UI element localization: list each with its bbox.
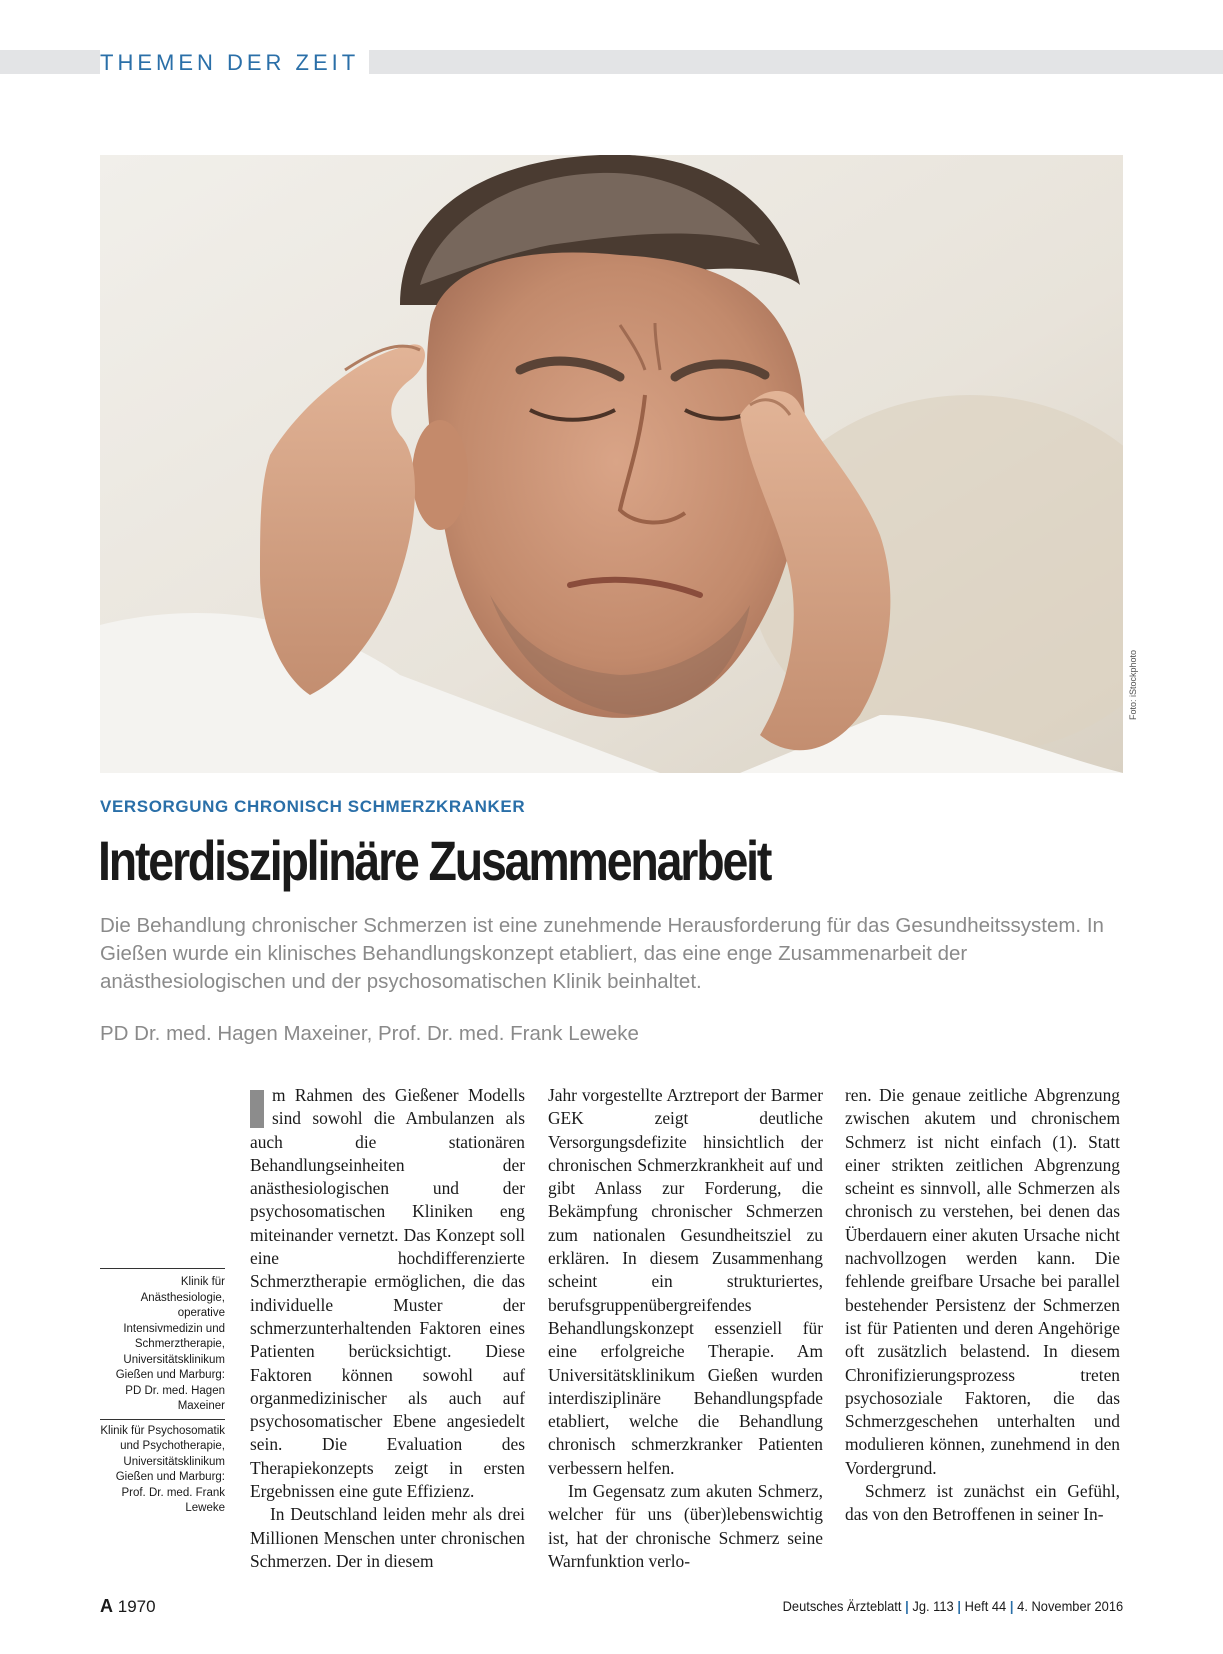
text-column-3	[845, 1084, 1120, 1527]
affiliation-2: Klinik für Psychosomatik und Psychotherapie, Universitätsklinikum Gießen und Marburg: Prof. Dr. med. Frank Leweke	[100, 1419, 225, 1517]
text-column-1	[250, 1084, 525, 1573]
dropcap-bar	[250, 1090, 264, 1128]
journal-issue: Heft 44	[964, 1598, 1007, 1614]
article-lead: Die Behandlung chronischer Schmerzen ist eine zunehmende Herausforderung für das Gesundheitssystem. In Gießen wurde ein klinisches Behandlungskonzept etabliert, das eine enge Zusammenarbeit der anästhesiologischen und der psychosomatischen Klinik beinhaltet.	[100, 914, 1104, 993]
affiliation-1: Klinik für Anästhesiologie, operative Intensivmedizin und Schmerztherapie, Universitätsklinikum Gießen und Marburg: PD Dr. med. Hagen Maxeiner	[115, 1276, 225, 1412]
paragraph: Schmerz ist zunächst ein Gefühl, das von den Betroffenen in seiner In-	[845, 1481, 1120, 1525]
photo-credit: Foto: iStockphoto	[1128, 649, 1138, 720]
journal-name: Deutsches Ärzteblatt	[782, 1598, 902, 1614]
separator: |	[1009, 1598, 1014, 1614]
journal-date: 4. November 2016	[1017, 1598, 1123, 1614]
separator: |	[904, 1598, 909, 1614]
paragraph: ren. Die genaue zeitliche Abgrenzung zwischen akutem und chronischem Schmerz ist nicht einfach (1). Statt einer strikten zeitlichen Abgrenzung scheint es sinnvoll, alle Schmerzen als chronisch zu verstehen, bei denen das Überdauern einer akuten Ursache nicht nachvollzogen werden kann. Die fehlende greifbare Ursache bei parallel bestehender Persistenz der Schmerzen ist für Patienten und deren Angehörige oft zusätzlich belastend. In diesem Chronifizierungsprozess treten psychosoziale Faktoren, die das Schmerzgeschehen unterhalten und modulieren können, zunehmend in den Vordergrund.	[845, 1085, 1120, 1478]
journal-footer	[782, 1598, 1123, 1614]
page-number-value: 1970	[117, 1597, 156, 1616]
page-letter: A	[100, 1596, 113, 1616]
article-kicker: VERSORGUNG CHRONISCH SCHMERZKRANKER	[100, 797, 526, 816]
journal-volume: Jg. 113	[912, 1598, 954, 1614]
author-affiliations	[100, 1268, 225, 1517]
separator: |	[957, 1598, 961, 1614]
article-authors: PD Dr. med. Hagen Maxeiner, Prof. Dr. med. Frank Leweke	[100, 1022, 639, 1045]
text-column-2	[548, 1084, 823, 1573]
article-photo	[100, 155, 1123, 773]
paragraph: Im Gegensatz zum akuten Schmerz, welcher für uns (über)lebenswichtig ist, hat der chronische Schmerz seine Warnfunktion verlo-	[548, 1481, 823, 1571]
paragraph	[250, 1084, 525, 1503]
paragraph-text: m Rahmen des Gießener Modells sind sowohl die Ambulanzen als auch die stationären Behandlungseinheiten der anästhesiologischen und der psychosomatischen Kliniken eng miteinander vernetzt. Das Konzept soll eine hochdifferenzierte Schmerztherapie ermöglichen, die das individuelle Muster der schmerzunterhaltenden Faktoren eines Patienten berücksichtigt. Diese Faktoren können sowohl auf organmedizinischer als auch auf psychosomatischer Ebene angesiedelt sein. Die Evaluation des Therapiekonzepts zeigt in ersten Ergebnissen eine gute Effizienz.	[250, 1085, 525, 1502]
page-number	[100, 1596, 156, 1617]
paragraph: Jahr vorgestellte Arztreport der Barmer GEK zeigt deutliche Versorgungsdefizite hinsichtlich der chronischen Schmerzkrankheit auf und gibt Anlass zur Forderung, die Bekämpfung chronischer Schmerzen zum nationalen Gesundheitsziel zu erklären. In diesem Zusammenhang scheint ein strukturiertes, berufsgruppenübergreifendes Behandlungskonzept essenziell für eine erfolgreiche Therapie. Am Universitätsklinikum Gießen wurden interdisziplinäre Behandlungspfade etabliert, welche die Behandlung chronisch schmerzkranker Patienten verbessern helfen.	[548, 1085, 823, 1478]
paragraph: In Deutschland leiden mehr als drei Millionen Menschen unter chronischen Schmerzen. Der in diesem	[250, 1504, 525, 1571]
section-label: THEMEN DER ZEIT	[100, 50, 369, 74]
article-title: Interdisziplinäre Zusammenarbeit	[98, 829, 771, 892]
